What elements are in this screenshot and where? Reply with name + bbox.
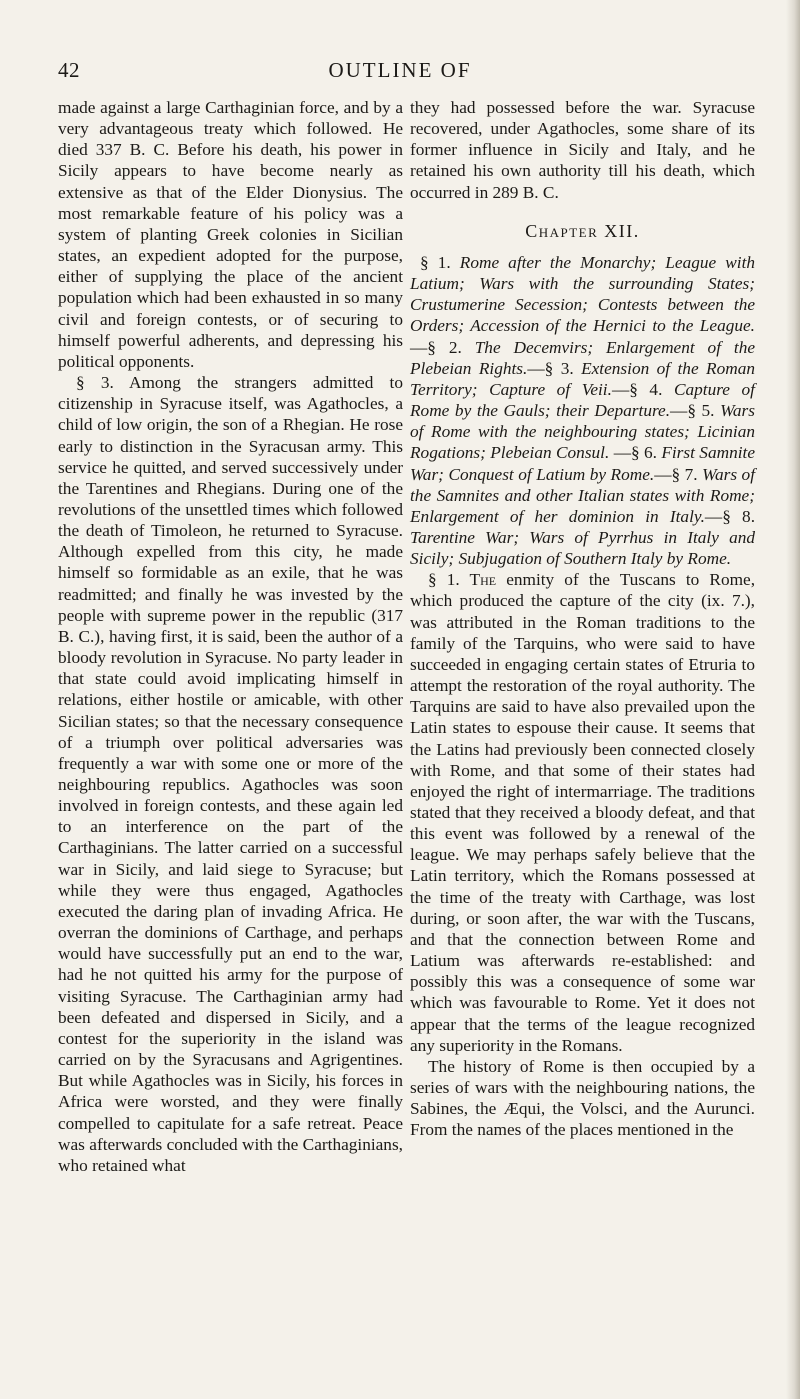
summary-item: Capture of Rome by the Gauls; their Departure. xyxy=(410,379,755,421)
paragraph-history: The history of Rome is then occupied by a series of wars with the neighbouring nations, the Sabines, the Æqui, the Volsci, and the Aurunci. From the names of the places mentioned in the xyxy=(410,1056,755,1140)
paragraph-continuation-right: they had possessed before the war. Syracuse recovered, under Agathocles, some share of its former influence in Sicily and Italy, and he retained his own authority till his death, which occurred in 289 B. C. xyxy=(410,98,755,202)
summary-item: Rome after the Monarchy; League with Latium; Wars with the surrounding States; Crustumerine Secession; Contests between the Orders; Accession of the Hernici to the League. xyxy=(410,252,756,336)
summary-item: The Decemvirs; Enlargement of the Plebeian Rights. xyxy=(410,337,756,378)
page-edge-shadow xyxy=(786,0,800,1399)
paragraph-continuation: made against a large Carthaginian force, and by a very advantageous treaty which followed. He died 337 B. C. Before his death, his power in Sicily appears to have become nearly as extensive as that of the Elder Dionysius. The most remarkable feature of his policy was a system of planting Greek colonies in Sicilian states, an expedient adopted for the purpose, either of supplying the place of the ancient population which had been exhausted in so many civil and foreign contests, or of securing to himself powerful adherents, and depressing his political opponents. xyxy=(58,98,403,371)
summary-item: Extension of the Roman Territory; Capture of Veii. xyxy=(410,358,756,399)
section-lead: § 1. The xyxy=(428,570,497,590)
section-1-body: enmity of the Tuscans to Rome, which produced the capture of the city (ix. 7.), was attributed in the Roman traditions to the family of the Tarquins, who were said to have succeeded in engaging certain states of Etruria to attempt the restoration of the royal authority. The Tarquins are said to have also prevailed upon the Latin states to espouse their cause. It seems that the Latins had previously been connected closely with Rome, and that some of their states had enjoyed the right of intermarriage. The traditions stated that they received a bloody defeat, and that this event was followed by a renewal of the league. We may perhaps safely believe that the Latin territory, which the Romans possessed at the time of the treaty with Carthage, was lost during, or soon after, the war with the Tuscans, and that the connection between Rome and Latium was afterwards re-established: and possibly this was a consequence of some war which was favourable to Rome. Yet it does not appear that the terms of the league recognized any superiority in the Romans. xyxy=(410,570,756,1055)
chapter-summary xyxy=(410,252,755,569)
summary-item: Wars of Rome with the neighbouring states; Licinian Rogations; Plebeian Consul. xyxy=(410,401,755,463)
summary-item: Tarentine War; Wars of Pyrrhus in Italy and Sicily; Subjugation of Southern Italy by Rome. xyxy=(410,527,755,569)
chapter-heading: Chapter XII. xyxy=(525,220,640,241)
left-column xyxy=(58,97,403,1176)
summary-label: —§ 7. xyxy=(654,464,698,484)
summary-label: —§ 6. xyxy=(613,443,657,463)
paragraph-section-3: § 3. Among the strangers admitted to citizenship in Syracuse itself, was Agathocles, a child of low origin, the son of a Rhegian. He rose early to distinction in the Syracusan army. This service he quitted, and served successively under the Tarentines and Rhegians. During one of the revolutions of the unsettled times which followed the death of Timoleon, he returned to Syracuse. Although expelled from this city, he made himself so formidable as an exile, that he was readmitted; and finally he was invested by the people with supreme power in the republic (317 B. C.), having first, it is said, been the author of a bloody revolution in Syracuse. No party leader in that state could avoid implicating himself in relations, either hostile or amicable, with other Sicilian states; so that the necessary consequence of a triumph over political adversaries was frequently a war with some one or more of the neighbouring republics. Agathocles was soon involved in foreign contests, and these again led to an interference on the part of the Carthaginians. The latter carried on a successful war in Sicily, and laid siege to Syracuse; but while they were thus engaged, Agathocles executed the daring plan of invading Africa. He overran the dominions of Carthage, and perhaps would have successfully put an end to the war, had he not quitted his army for the purpose of visiting Syracuse. The Carthaginian army had been defeated and dispersed in Sicily, and a contest for the superiority in the island was carried on by the Syracusans and Agrigentines. But while Agathocles was in Sicily, his forces in Africa were worsted, and they were finally compelled to capitulate for a safe retreat. Peace was afterwards concluded with the Carthaginians, who retained what xyxy=(58,373,403,1175)
summary-label: —§ 2. xyxy=(410,337,462,357)
summary-label: —§ 5. xyxy=(670,401,715,421)
summary-label: § 1. xyxy=(420,252,451,272)
paragraph-section-1 xyxy=(410,569,755,1056)
running-head: OUTLINE OF xyxy=(328,58,472,82)
summary-item: First Samnite War; Conquest of Latium by Rome. xyxy=(410,443,755,484)
summary-label: —§ 4. xyxy=(611,379,663,399)
summary-label: —§ 8. xyxy=(704,506,756,526)
summary-label: —§ 3. xyxy=(527,358,574,378)
right-column xyxy=(410,97,755,1141)
summary-item: Wars of the Samnites and other Italian states with Rome; Enlargement of her dominion in Italy. xyxy=(410,464,755,526)
page-number: 42 xyxy=(58,58,80,82)
